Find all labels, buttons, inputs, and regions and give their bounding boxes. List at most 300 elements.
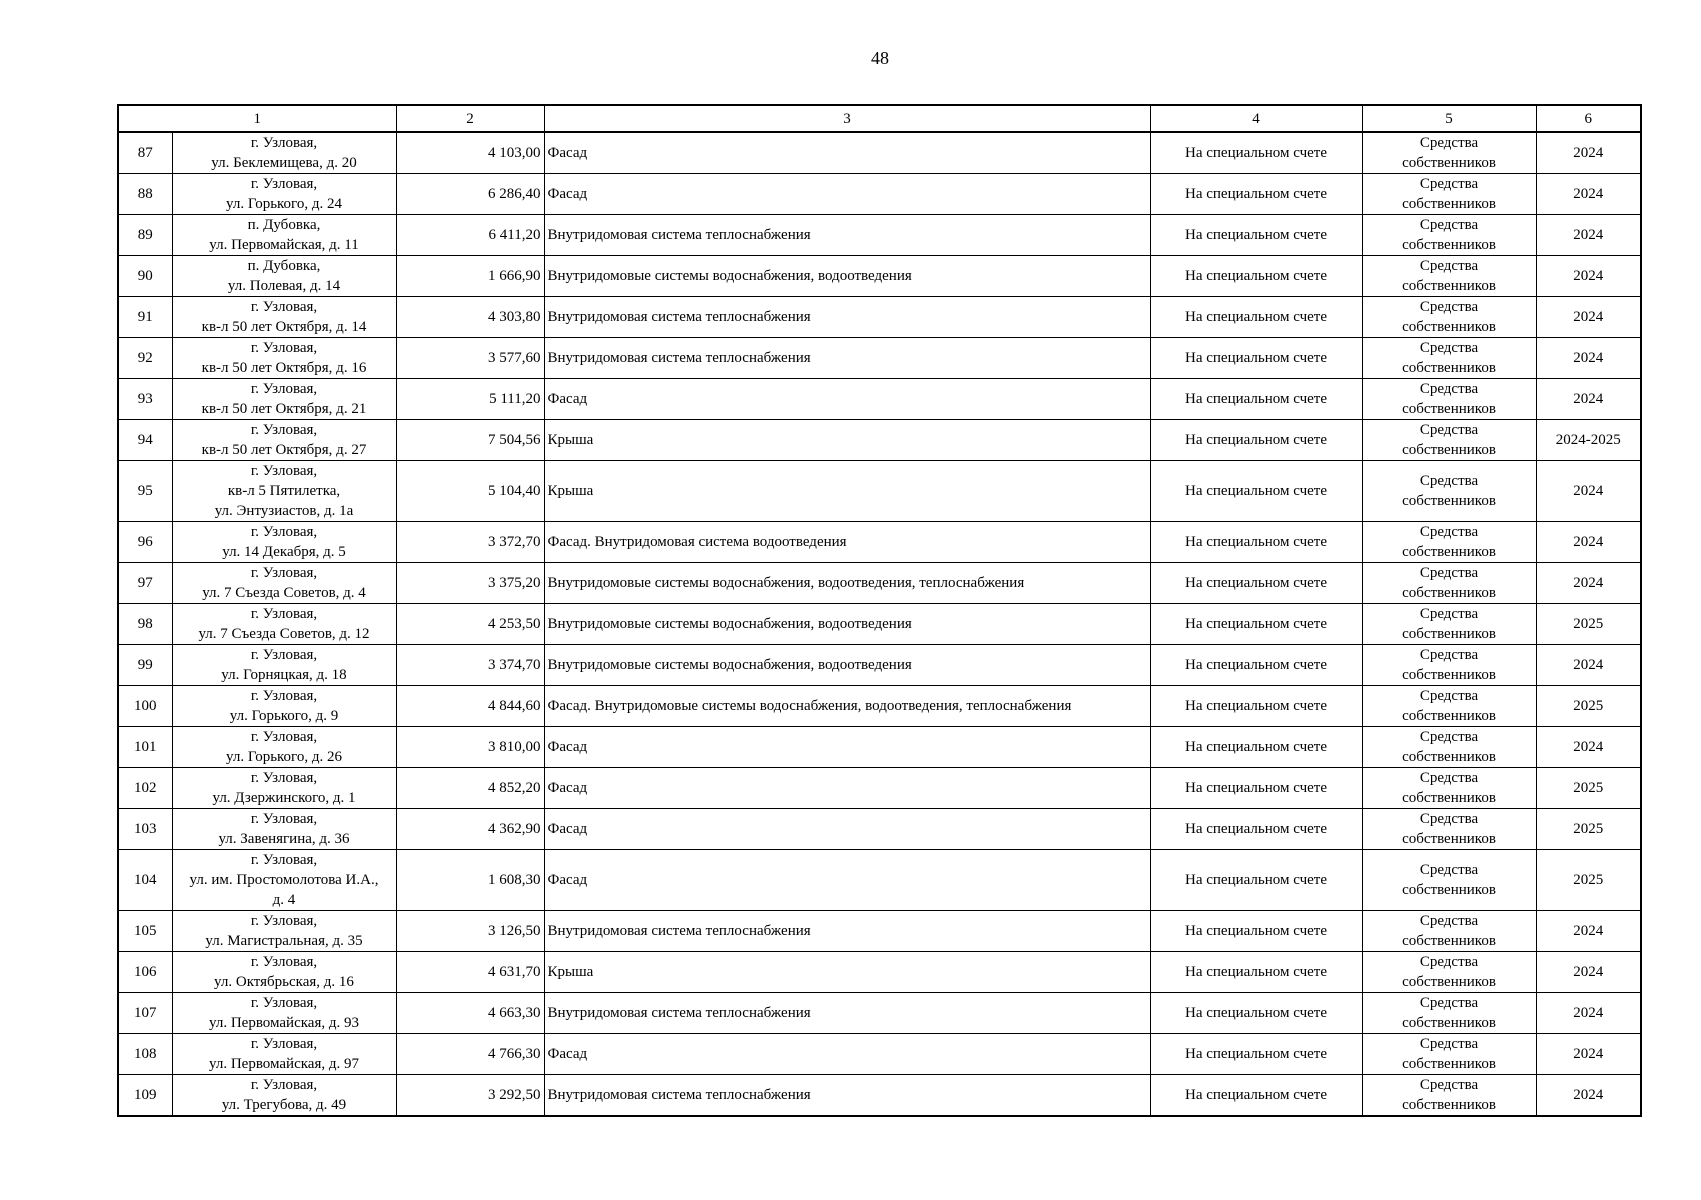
account-method: На специальном счете xyxy=(1184,1005,1327,1021)
funding-line: собственников xyxy=(1402,319,1496,335)
funding-line: собственников xyxy=(1402,196,1496,212)
year-cell xyxy=(1536,132,1641,174)
account-method: На специальном счете xyxy=(1184,923,1327,939)
row-number: 96 xyxy=(137,534,153,550)
year-cell xyxy=(1536,297,1641,338)
account-cell xyxy=(1150,911,1362,952)
address-cell xyxy=(172,768,396,809)
account-cell xyxy=(1150,297,1362,338)
row-number-cell xyxy=(118,256,172,297)
funding-line: собственников xyxy=(1402,708,1496,724)
funding-line: Средства xyxy=(1419,422,1479,438)
row-number: 97 xyxy=(137,575,153,591)
funding-line: Средства xyxy=(1419,913,1479,929)
row-number: 93 xyxy=(137,391,153,407)
account-method: На специальном счете xyxy=(1184,227,1327,243)
row-number-cell xyxy=(118,604,172,645)
table-row xyxy=(118,522,1641,563)
year-value: 2024 xyxy=(1573,1087,1604,1103)
address-cell xyxy=(172,132,396,174)
address-line: ул. Октябрьская, д. 16 xyxy=(214,974,354,990)
area-cell xyxy=(396,256,544,297)
address-line: г. Узловая, xyxy=(250,176,318,192)
account-method: На специальном счете xyxy=(1184,657,1327,673)
address-line: г. Узловая, xyxy=(250,647,318,663)
area-value: 5 111,20 xyxy=(489,391,541,407)
funding-line: Средства xyxy=(1419,688,1479,704)
account-method: На специальном счете xyxy=(1184,268,1327,284)
area-value: 6 286,40 xyxy=(488,186,541,202)
row-number-cell xyxy=(118,809,172,850)
funding-line: собственников xyxy=(1402,790,1496,806)
area-cell xyxy=(396,297,544,338)
account-method: На специальном счете xyxy=(1184,739,1327,755)
work-type: Внутридомовые системы водоснабжения, водоотведения, теплоснабжения xyxy=(547,575,1025,591)
work-type: Фасад xyxy=(547,821,588,837)
year-value: 2024 xyxy=(1573,923,1604,939)
account-cell xyxy=(1150,215,1362,256)
funding-line: собственников xyxy=(1402,933,1496,949)
address-cell xyxy=(172,338,396,379)
work-cell xyxy=(544,563,1150,604)
funding-cell xyxy=(1362,563,1536,604)
account-cell xyxy=(1150,604,1362,645)
account-method: На специальном счете xyxy=(1184,698,1327,714)
work-cell xyxy=(544,522,1150,563)
row-number-cell xyxy=(118,461,172,522)
area-value: 1 608,30 xyxy=(488,872,541,888)
header-row xyxy=(118,105,1641,132)
area-cell xyxy=(396,522,544,563)
work-type: Фасад xyxy=(547,145,588,161)
address-cell xyxy=(172,952,396,993)
row-number-cell xyxy=(118,522,172,563)
work-cell xyxy=(544,132,1150,174)
year-cell xyxy=(1536,686,1641,727)
funding-line: собственников xyxy=(1402,401,1496,417)
address-line: кв-л 50 лет Октября, д. 21 xyxy=(201,401,367,417)
funding-line: Средства xyxy=(1419,135,1479,151)
work-type: Фасад xyxy=(547,391,588,407)
address-line: г. Узловая, xyxy=(250,729,318,745)
table-row xyxy=(118,461,1641,522)
address-cell xyxy=(172,809,396,850)
funding-line: Средства xyxy=(1419,862,1479,878)
funding-line: собственников xyxy=(1402,1015,1496,1031)
funding-line: собственников xyxy=(1402,544,1496,560)
area-cell xyxy=(396,461,544,522)
table-row xyxy=(118,338,1641,379)
area-cell xyxy=(396,727,544,768)
funding-line: Средства xyxy=(1419,258,1479,274)
address-line: ул. Горького, д. 26 xyxy=(226,749,342,765)
work-cell xyxy=(544,952,1150,993)
account-method: На специальном счете xyxy=(1184,872,1327,888)
account-cell xyxy=(1150,563,1362,604)
area-cell xyxy=(396,952,544,993)
funding-line: собственников xyxy=(1402,237,1496,253)
account-cell xyxy=(1150,952,1362,993)
address-cell xyxy=(172,911,396,952)
work-cell xyxy=(544,727,1150,768)
funding-line: Средства xyxy=(1419,340,1479,356)
table-row xyxy=(118,256,1641,297)
address-line: ул. Завенягина, д. 36 xyxy=(218,831,350,847)
account-cell xyxy=(1150,174,1362,215)
address-cell xyxy=(172,379,396,420)
funding-line: Средства xyxy=(1419,770,1479,786)
funding-line: Средства xyxy=(1419,1036,1479,1052)
table-row xyxy=(118,809,1641,850)
year-cell xyxy=(1536,993,1641,1034)
account-cell xyxy=(1150,686,1362,727)
work-type: Внутридомовая система теплоснабжения xyxy=(547,1087,811,1103)
address-line: п. Дубовка, xyxy=(247,217,321,233)
address-line: кв-л 50 лет Октября, д. 14 xyxy=(201,319,367,335)
work-type: Фасад xyxy=(547,186,588,202)
funding-line: Средства xyxy=(1419,381,1479,397)
area-cell xyxy=(396,563,544,604)
work-type: Внутридомовая система теплоснабжения xyxy=(547,1005,811,1021)
area-cell xyxy=(396,1034,544,1075)
table-row xyxy=(118,1034,1641,1075)
row-number: 98 xyxy=(137,616,153,632)
column-header-6: 6 xyxy=(1536,105,1641,132)
row-number: 99 xyxy=(137,657,153,673)
table-row xyxy=(118,686,1641,727)
area-value: 3 374,70 xyxy=(488,657,541,673)
account-method: На специальном счете xyxy=(1184,534,1327,550)
area-value: 4 253,50 xyxy=(488,616,541,632)
account-cell xyxy=(1150,522,1362,563)
work-cell xyxy=(544,768,1150,809)
funding-cell xyxy=(1362,420,1536,461)
year-cell xyxy=(1536,1034,1641,1075)
funding-line: Средства xyxy=(1419,176,1479,192)
year-value: 2024 xyxy=(1573,186,1604,202)
area-value: 3 292,50 xyxy=(488,1087,541,1103)
work-cell xyxy=(544,1034,1150,1075)
account-method: На специальном счете xyxy=(1184,821,1327,837)
year-value: 2024 xyxy=(1573,268,1604,284)
address-cell xyxy=(172,850,396,911)
funding-line: собственников xyxy=(1402,360,1496,376)
address-line: ул. Горького, д. 24 xyxy=(226,196,342,212)
funding-cell xyxy=(1362,338,1536,379)
year-value: 2024 xyxy=(1573,575,1604,591)
funding-line: Средства xyxy=(1419,473,1479,489)
row-number: 94 xyxy=(137,432,153,448)
funding-cell xyxy=(1362,645,1536,686)
work-type: Внутридомовые системы водоснабжения, водоотведения xyxy=(547,268,912,284)
address-line: ул. им. Простомолотова И.А., xyxy=(189,872,379,888)
account-cell xyxy=(1150,768,1362,809)
funding-cell xyxy=(1362,297,1536,338)
table-row xyxy=(118,727,1641,768)
funding-line: собственников xyxy=(1402,585,1496,601)
year-value: 2024 xyxy=(1573,739,1604,755)
year-cell xyxy=(1536,1075,1641,1117)
area-cell xyxy=(396,850,544,911)
address-line: ул. Полевая, д. 14 xyxy=(227,278,341,294)
year-value: 2024 xyxy=(1573,534,1604,550)
table-row xyxy=(118,379,1641,420)
address-line: кв-л 50 лет Октября, д. 16 xyxy=(201,360,367,376)
address-line: г. Узловая, xyxy=(250,299,318,315)
funding-cell xyxy=(1362,993,1536,1034)
funding-cell xyxy=(1362,1034,1536,1075)
funding-line: собственников xyxy=(1402,442,1496,458)
area-value: 4 303,80 xyxy=(488,309,541,325)
area-value: 4 766,30 xyxy=(488,1046,541,1062)
address-line: г. Узловая, xyxy=(250,770,318,786)
year-value: 2024 xyxy=(1573,391,1604,407)
row-number: 108 xyxy=(134,1046,157,1062)
address-line: г. Узловая, xyxy=(250,954,318,970)
funding-cell xyxy=(1362,727,1536,768)
funding-line: Средства xyxy=(1419,954,1479,970)
area-cell xyxy=(396,911,544,952)
work-cell xyxy=(544,461,1150,522)
row-number: 104 xyxy=(134,872,157,888)
work-type: Фасад. Внутридомовая система водоотведения xyxy=(547,534,847,550)
address-cell xyxy=(172,1034,396,1075)
address-line: ул. Первомайская, д. 11 xyxy=(209,237,359,253)
funding-cell xyxy=(1362,522,1536,563)
work-type: Фасад xyxy=(547,1046,588,1062)
account-cell xyxy=(1150,256,1362,297)
work-cell xyxy=(544,379,1150,420)
account-cell xyxy=(1150,727,1362,768)
funding-cell xyxy=(1362,911,1536,952)
account-method: На специальном счете xyxy=(1184,616,1327,632)
year-value: 2024 xyxy=(1573,309,1604,325)
year-value: 2024 xyxy=(1573,657,1604,673)
area-value: 3 372,70 xyxy=(488,534,541,550)
funding-line: Средства xyxy=(1419,606,1479,622)
table-row xyxy=(118,132,1641,174)
row-number-cell xyxy=(118,420,172,461)
account-cell xyxy=(1150,132,1362,174)
funding-line: собственников xyxy=(1402,831,1496,847)
address-line: г. Узловая, xyxy=(250,606,318,622)
address-line: г. Узловая, xyxy=(250,811,318,827)
funding-line: собственников xyxy=(1402,493,1496,509)
year-value: 2024 xyxy=(1573,1005,1604,1021)
work-cell xyxy=(544,174,1150,215)
year-value: 2025 xyxy=(1573,698,1604,714)
work-type: Внутридомовые системы водоснабжения, водоотведения xyxy=(547,616,912,632)
row-number-cell xyxy=(118,1034,172,1075)
work-cell xyxy=(544,338,1150,379)
row-number-cell xyxy=(118,686,172,727)
year-value: 2024 xyxy=(1573,227,1604,243)
row-number-cell xyxy=(118,338,172,379)
account-method: На специальном счете xyxy=(1184,1087,1327,1103)
work-cell xyxy=(544,993,1150,1034)
area-value: 1 666,90 xyxy=(488,268,541,284)
account-method: На специальном счете xyxy=(1184,964,1327,980)
funding-cell xyxy=(1362,952,1536,993)
account-method: На специальном счете xyxy=(1184,391,1327,407)
funding-line: Средства xyxy=(1419,299,1479,315)
funding-cell xyxy=(1362,850,1536,911)
year-cell xyxy=(1536,604,1641,645)
row-number: 87 xyxy=(137,145,153,161)
address-line: г. Узловая, xyxy=(250,1077,318,1093)
funding-cell xyxy=(1362,604,1536,645)
area-cell xyxy=(396,604,544,645)
funding-cell xyxy=(1362,256,1536,297)
area-value: 4 631,70 xyxy=(488,964,541,980)
area-cell xyxy=(396,809,544,850)
area-value: 7 504,56 xyxy=(488,432,541,448)
table-row xyxy=(118,174,1641,215)
column-header-5: 5 xyxy=(1362,105,1536,132)
account-method: На специальном счете xyxy=(1184,780,1327,796)
row-number: 95 xyxy=(137,483,153,499)
address-line: кв-л 5 Пятилетка, xyxy=(227,483,341,499)
address-line: г. Узловая, xyxy=(250,852,318,868)
address-cell xyxy=(172,686,396,727)
year-value: 2024 xyxy=(1573,350,1604,366)
table-row xyxy=(118,645,1641,686)
funding-line: Средства xyxy=(1419,1077,1479,1093)
account-cell xyxy=(1150,850,1362,911)
work-type: Крыша xyxy=(547,432,594,448)
year-cell xyxy=(1536,563,1641,604)
funding-cell xyxy=(1362,1075,1536,1117)
table-row xyxy=(118,952,1641,993)
address-cell xyxy=(172,215,396,256)
work-cell xyxy=(544,256,1150,297)
address-line: ул. Горького, д. 9 xyxy=(229,708,339,724)
funding-line: Средства xyxy=(1419,729,1479,745)
row-number-cell xyxy=(118,850,172,911)
address-cell xyxy=(172,174,396,215)
work-type: Внутридомовые системы водоснабжения, водоотведения xyxy=(547,657,912,673)
funding-line: Средства xyxy=(1419,647,1479,663)
address-line: ул. Беклемищева, д. 20 xyxy=(211,155,357,171)
row-number: 107 xyxy=(134,1005,157,1021)
table-row xyxy=(118,911,1641,952)
funding-cell xyxy=(1362,379,1536,420)
account-cell xyxy=(1150,420,1362,461)
address-cell xyxy=(172,256,396,297)
year-value: 2024 xyxy=(1573,145,1604,161)
address-line: г. Узловая, xyxy=(250,381,318,397)
work-type: Внутридомовая система теплоснабжения xyxy=(547,923,811,939)
address-cell xyxy=(172,993,396,1034)
year-cell xyxy=(1536,911,1641,952)
row-number-cell xyxy=(118,993,172,1034)
area-cell xyxy=(396,132,544,174)
year-value: 2024 xyxy=(1573,964,1604,980)
area-value: 4 362,90 xyxy=(488,821,541,837)
year-value: 2024 xyxy=(1573,483,1604,499)
funding-line: собственников xyxy=(1402,1056,1496,1072)
work-type: Крыша xyxy=(547,483,594,499)
page-number: 48 xyxy=(871,48,889,68)
address-line: ул. Первомайская, д. 93 xyxy=(209,1015,359,1031)
account-method: На специальном счете xyxy=(1184,186,1327,202)
year-value: 2024 xyxy=(1573,1046,1604,1062)
work-type: Фасад. Внутридомовые системы водоснабжения, водоотведения, теплоснабжения xyxy=(547,698,1072,714)
row-number-cell xyxy=(118,768,172,809)
funding-line: Средства xyxy=(1419,811,1479,827)
address-line: г. Узловая, xyxy=(250,340,318,356)
registry-table xyxy=(117,104,1642,1117)
work-cell xyxy=(544,850,1150,911)
address-cell xyxy=(172,727,396,768)
row-number-cell xyxy=(118,563,172,604)
area-cell xyxy=(396,338,544,379)
year-cell xyxy=(1536,850,1641,911)
row-number: 92 xyxy=(137,350,153,366)
address-line: г. Узловая, xyxy=(250,422,318,438)
area-value: 5 104,40 xyxy=(488,483,541,499)
table-row xyxy=(118,215,1641,256)
address-line: кв-л 50 лет Октября, д. 27 xyxy=(201,442,367,458)
address-line: ул. 14 Декабря, д. 5 xyxy=(222,544,346,560)
row-number: 106 xyxy=(134,964,157,980)
area-value: 3 810,00 xyxy=(488,739,541,755)
account-cell xyxy=(1150,809,1362,850)
address-cell xyxy=(172,1075,396,1117)
address-cell xyxy=(172,645,396,686)
area-cell xyxy=(396,420,544,461)
year-cell xyxy=(1536,215,1641,256)
funding-line: собственников xyxy=(1402,278,1496,294)
area-value: 3 126,50 xyxy=(488,923,541,939)
work-cell xyxy=(544,420,1150,461)
year-cell xyxy=(1536,256,1641,297)
row-number-cell xyxy=(118,379,172,420)
year-cell xyxy=(1536,952,1641,993)
row-number-cell xyxy=(118,132,172,174)
address-cell xyxy=(172,563,396,604)
row-number: 89 xyxy=(137,227,153,243)
address-line: д. 4 xyxy=(272,892,296,908)
area-cell xyxy=(396,686,544,727)
address-line: ул. Трегубова, д. 49 xyxy=(221,1097,347,1113)
row-number: 90 xyxy=(137,268,153,284)
row-number: 109 xyxy=(134,1087,157,1103)
year-value: 2025 xyxy=(1573,616,1604,632)
area-cell xyxy=(396,379,544,420)
area-cell xyxy=(396,645,544,686)
funding-cell xyxy=(1362,768,1536,809)
column-header-4: 4 xyxy=(1150,105,1362,132)
column-header-1: 1 xyxy=(118,105,396,132)
year-cell xyxy=(1536,420,1641,461)
address-line: п. Дубовка, xyxy=(247,258,321,274)
funding-line: Средства xyxy=(1419,524,1479,540)
work-cell xyxy=(544,686,1150,727)
funding-line: собственников xyxy=(1402,155,1496,171)
address-line: г. Узловая, xyxy=(250,565,318,581)
account-cell xyxy=(1150,993,1362,1034)
table-row xyxy=(118,1075,1641,1117)
address-line: ул. Первомайская, д. 97 xyxy=(209,1056,359,1072)
address-cell xyxy=(172,604,396,645)
address-line: г. Узловая, xyxy=(250,524,318,540)
row-number-cell xyxy=(118,727,172,768)
address-line: г. Узловая, xyxy=(250,135,318,151)
work-cell xyxy=(544,604,1150,645)
account-method: На специальном счете xyxy=(1184,1046,1327,1062)
area-cell xyxy=(396,215,544,256)
